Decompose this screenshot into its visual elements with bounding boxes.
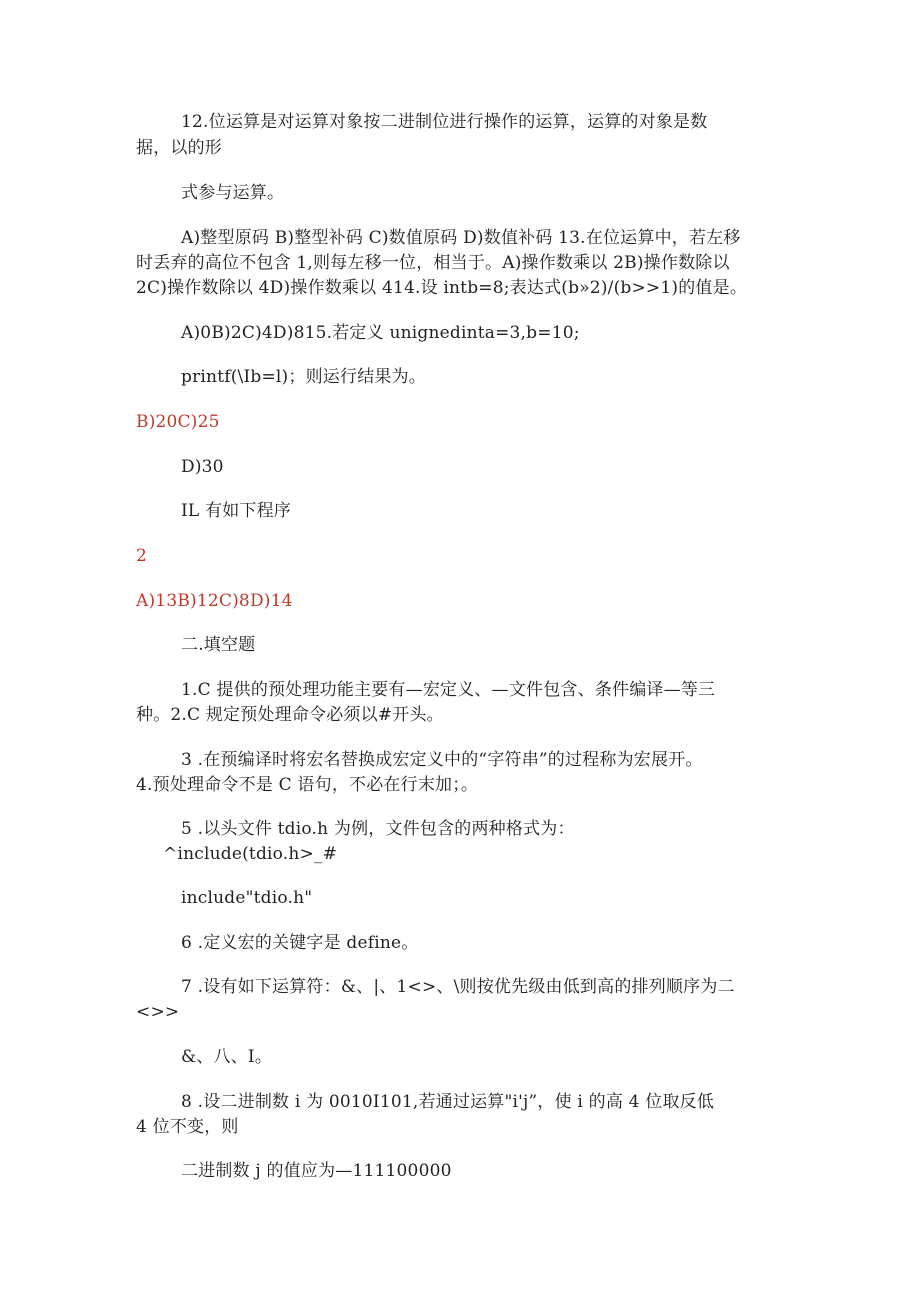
fill-6-line: 6 .定义宏的关键字是 define。 [181, 933, 419, 953]
fill-7-line-1: 7 .设有如下运算符：&、|、1<>、\则按优先级由低到高的排列顺序为二 [181, 977, 735, 997]
printf-line: printf(\Ib=l)；则运行结果为。 [181, 367, 426, 387]
question-12-line-1: 12.位运算是对运算对象按二进制位进行操作的运算，运算的对象是数 [181, 112, 708, 132]
options-14-line: A)0B)2C)4D)815.若定义 unignedinta=3,b=10; [181, 323, 580, 343]
fill-7-line-3: &、八、I。 [181, 1047, 273, 1067]
answer-16-options: A)13B)12C)8D)14 [136, 591, 293, 611]
fill-5-line-2: ^include(tdio.h>_# [163, 844, 338, 864]
fill-8-line-1: 8 .设二进制数 i 为 0010I101,若通过运算"i'j”，使 i 的高 4 位取反低 [181, 1092, 715, 1112]
options-12-line-1: A)整型原码 B)整型补码 C)数值原码 D)数值补码 13.在位运算中，若左移 [181, 228, 741, 248]
answer-15-option-d: D)30 [181, 457, 224, 477]
red-number-2: 2 [136, 546, 148, 566]
question-16-line: IL 有如下程序 [181, 501, 292, 521]
section-2-title: 二.填空题 [181, 635, 256, 655]
question-12-line-3: 式参与运算。 [181, 183, 285, 203]
fill-8-line-3: 二进制数 j 的值应为—111100000 [181, 1161, 452, 1181]
fill-1-line-2: 种。2.C 规定预处理命令必须以#开头。 [136, 705, 444, 725]
fill-5-line-1: 5 .以头文件 tdio.h 为例，文件包含的两种格式为： [181, 819, 575, 839]
fill-7-line-2: <>> [136, 1002, 180, 1022]
question-12-line-2: 据，以的形 [136, 138, 222, 158]
fill-1-line-1: 1.C 提供的预处理功能主要有—宏定义、—文件包含、条件编译—等三 [181, 680, 716, 700]
options-12-line-3: 2C)操作数除以 4D)操作数乘以 414.设 intb=8;表达式(b»2)/(b>>1)的值是。 [136, 278, 748, 298]
fill-3-line-2: 4.预处理命令不是 C 语句，不必在行末加；。 [136, 775, 479, 795]
fill-3-line-1: 3 .在预编译时将宏名替换成宏定义中的“字符串”的过程称为宏展开。 [181, 750, 703, 770]
options-12-line-2: 时丢弃的高位不包含 1,则每左移一位，相当于。A)操作数乘以 2B)操作数除以 [136, 253, 730, 273]
fill-5-line-3: include"tdio.h" [181, 888, 313, 908]
fill-8-line-2: 4 位不变，则 [136, 1117, 239, 1137]
answer-15-options-b-c: B)20C)25 [136, 412, 220, 432]
